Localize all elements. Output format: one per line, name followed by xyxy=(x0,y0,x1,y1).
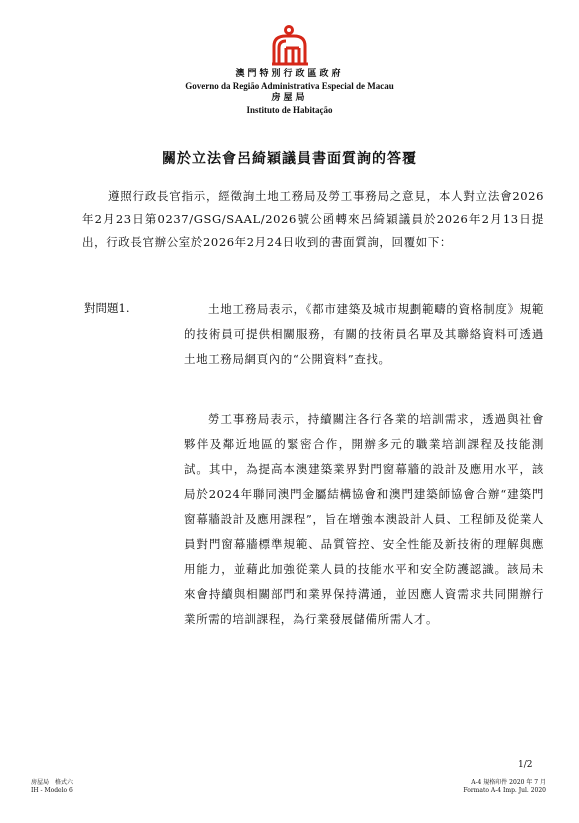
document-title: 關於立法會呂綺穎議員書面質詢的答覆 xyxy=(162,151,417,167)
footer-format-cn: A-4 規格印件 2020 年 7 月 xyxy=(471,779,546,786)
answer-paragraph-labour: 勞工事務局表示，持續關注各行各業的培訓需求，透過與社會夥伴及鄰近地區的緊密合作，開辦多元的職業培訓課程及技能測試。其中，為提高本澳建築業界對門窗幕牆的設計及應用水平，該局於2024年聯同澳門金屬結構協會和澳門建築師協會合辦“建築門窗幕牆設計及應用課程”，旨在增強本澳設計人員、工程師及從業人員對門窗幕牆標準規範、品質管控、安全性能及新技術的理解與應用能力，並藉此加強從業人員的技能水平和安全防護認識。該局未來會持續與相關部門和業界保持溝通，並因應人資需求共同開辦行業所需的培訓課程，為行業發展儲備所需人才。 xyxy=(184,412,544,626)
footer-form-code xyxy=(31,779,73,795)
footer-form-pt: IH - Modelo 6 xyxy=(31,787,73,794)
intro-paragraph: 遵照行政長官指示，經徵詢土地工務局及勞工事務局之意見，本人對立法會2026年2月23日第0237/GSG/SAAL/2026號公函轉來呂綺穎議員於2026年2月13日提出，行政長官辦公室於2026年2月24日收到的書面質詢，回覆如下： xyxy=(82,189,544,249)
letterhead xyxy=(0,24,579,116)
footer-print-format xyxy=(463,779,546,795)
footer-form-cn: 房屋局 格式六 xyxy=(31,779,74,786)
housing-bureau-logo-icon xyxy=(268,24,312,68)
bureau-name-cn: 房屋局 xyxy=(271,93,308,103)
footer-format-pt: Formato A-4 Imp. Jul. 2020 xyxy=(463,787,546,794)
question-label: 對問題1. xyxy=(84,301,130,315)
government-name-pt: Governo da Região Administrativa Especial de Macau xyxy=(185,81,394,91)
answer-paragraph-land-works: 土地工務局表示，《都市建築及城市規劃範疇的資格制度》規範的技術員可提供相關服務，有關的技術員名單及其聯絡資料可透過土地工務局網頁內的“公開資料”查找。 xyxy=(184,302,544,366)
bureau-name-pt: Instituto de Habitação xyxy=(246,105,333,115)
page-number: 1/2 xyxy=(518,760,533,770)
government-name-cn: 澳門特別行政區政府 xyxy=(235,69,344,79)
